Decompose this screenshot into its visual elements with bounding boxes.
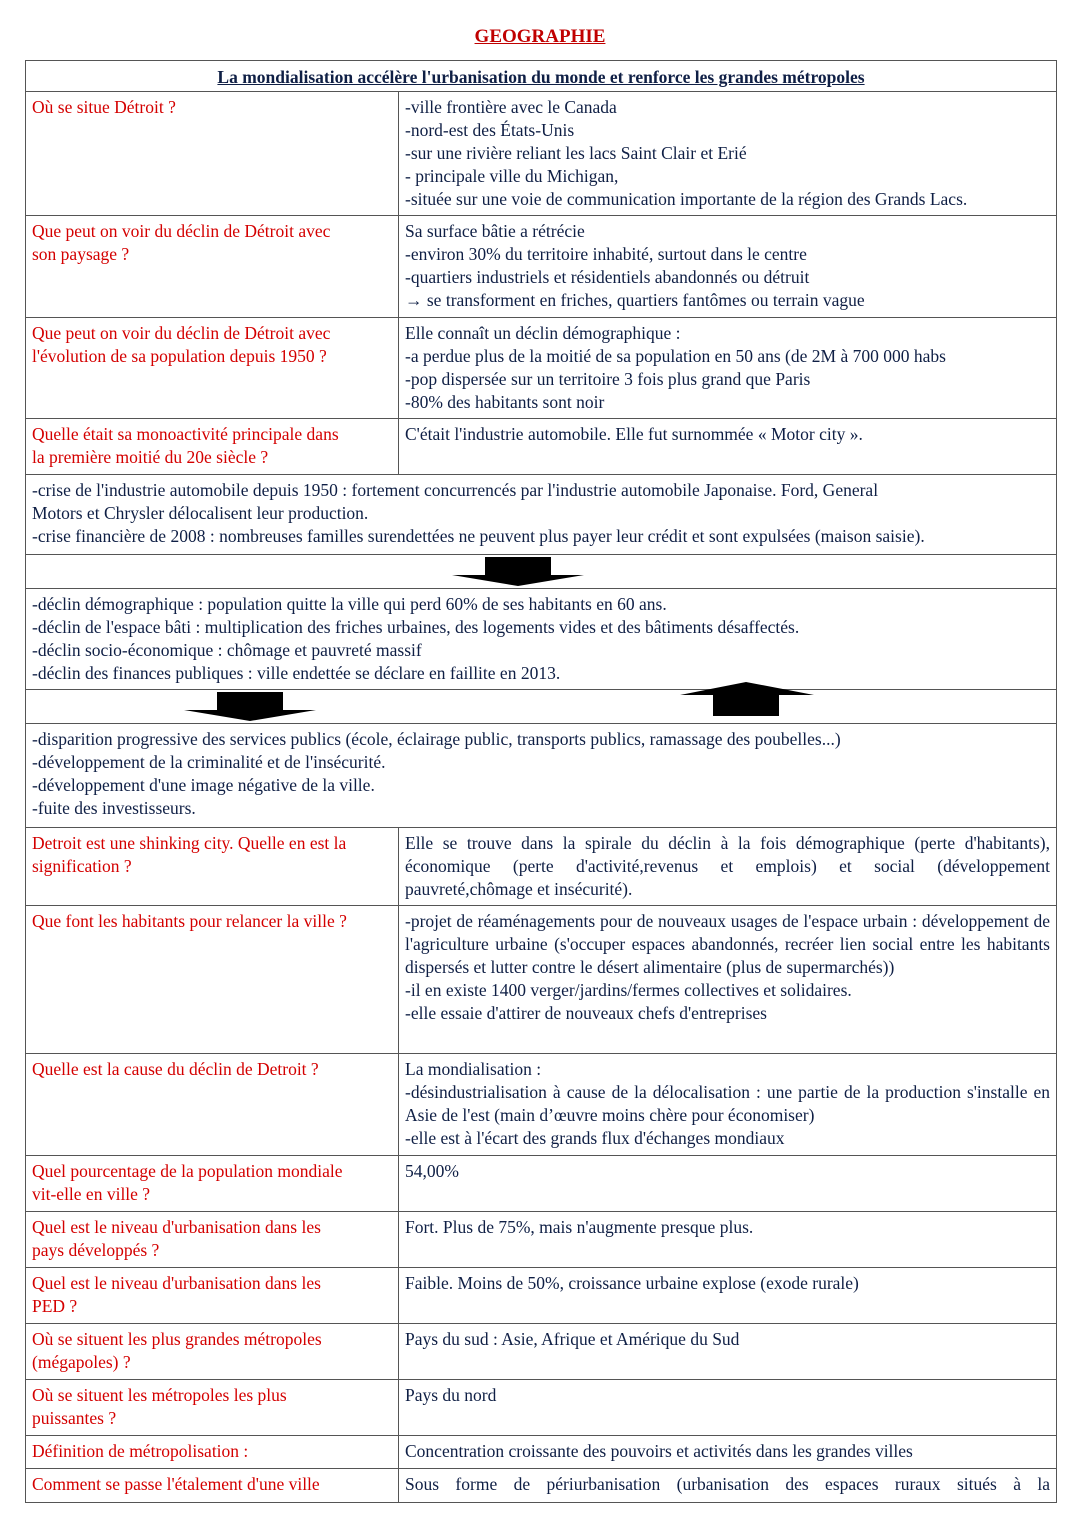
answer-text: -elle essaie d'attirer de nouveaux chefs d'entreprises — [405, 1003, 767, 1023]
question-cell — [26, 92, 399, 215]
qa-row-megacities — [26, 1324, 1056, 1380]
answer-text: -quartiers industriels et résidentiels abandonnés ou détruit — [405, 267, 810, 287]
answer-cell — [399, 1324, 1056, 1379]
question-text: Quelle était sa monoactivité principale dans — [32, 424, 339, 444]
answer-cell — [399, 1268, 1056, 1323]
question-text: (mégapoles) ? — [32, 1352, 131, 1372]
answer-text: -80% des habitants sont noir — [405, 392, 605, 412]
qa-row-shrinking-city — [26, 828, 1056, 906]
qa-row-definition — [26, 1436, 1056, 1469]
question-cell — [26, 318, 399, 418]
consequence-line: -fuite des investisseurs. — [32, 798, 196, 818]
question-cell — [26, 1380, 399, 1435]
answer-cell — [399, 828, 1056, 905]
answer-cell — [399, 1054, 1056, 1155]
answer-cell — [399, 1380, 1056, 1435]
qa-row-sprawl — [26, 1469, 1056, 1503]
question-cell — [26, 1436, 399, 1468]
arrow-down-icon — [450, 557, 586, 587]
answer-text: Faible. Moins de 50%, croissance urbaine explose (exode rurale) — [405, 1273, 859, 1293]
question-text: Quel pourcentage de la population mondiale — [32, 1161, 343, 1181]
qa-row-landscape — [26, 216, 1056, 318]
answer-cell — [399, 1436, 1056, 1468]
answer-cell — [399, 906, 1056, 1053]
question-cell — [26, 906, 399, 1053]
question-cell — [26, 1156, 399, 1211]
question-text: Detroit est une shinking city. Quelle en est la — [32, 833, 347, 853]
question-cell — [26, 1054, 399, 1155]
answer-text: -projet de réaménagements pour de nouveaux usages de l'espace urbain : développement de l'agriculture urbaine (s'occuper espaces abandonnés, recréer lien social entre les habitants dispersés et lutter contre le désert alimentaire (plus de supermarchés)) — [405, 911, 1050, 977]
crisis-line: Motors et Chrysler délocalisent leur production. — [32, 503, 369, 523]
qa-row-world-urban — [26, 1156, 1056, 1212]
question-text: la première moitié du 20e siècle ? — [32, 447, 269, 467]
decline-line: -déclin démographique : population quitte la ville qui perd 60% de ses habitants en 60 ans. — [32, 594, 667, 614]
decline-line: -déclin socio-économique : chômage et pauvreté massif — [32, 640, 422, 660]
arrow-row-1 — [26, 555, 1056, 589]
question-text: Définition de métropolisation : — [32, 1441, 249, 1461]
answer-text: 54,00% — [405, 1161, 459, 1181]
answer-cell — [399, 318, 1056, 418]
answer-text: Pays du nord — [405, 1385, 497, 1405]
question-text: Quel est le niveau d'urbanisation dans les — [32, 1217, 321, 1237]
question-text: puissantes ? — [32, 1408, 117, 1428]
qa-row-population — [26, 318, 1056, 419]
question-text: Où se situent les plus grandes métropoles — [32, 1329, 322, 1349]
answer-cell — [399, 92, 1056, 215]
consequence-line: -disparition progressive des services publics (école, éclairage public, transports publics, ramassage des poubelles...) — [32, 729, 841, 749]
qa-row-powerful — [26, 1380, 1056, 1436]
decline-line: -déclin de l'espace bâti : multiplication des friches urbaines, des logements vides et des bâtiments désaffectés. — [32, 617, 800, 637]
answer-text: -elle est à l'écart des grands flux d'échanges mondiaux — [405, 1128, 785, 1148]
qa-row-location — [26, 92, 1056, 216]
qa-row-revival — [26, 906, 1056, 1054]
answer-text: Elle connaît un déclin démographique : — [405, 323, 681, 343]
question-cell — [26, 1324, 399, 1379]
answer-cell — [399, 1212, 1056, 1267]
answer-text: → se transforment en friches, quartiers fantômes ou terrain vague — [405, 290, 865, 310]
answer-text: -désindustrialisation à cause de la délocalisation : une partie de la production s'installe en Asie de l'est (main d’œuvre moins chère pour économiser) — [405, 1082, 1050, 1125]
crisis-text — [26, 475, 1056, 552]
answer-text: -pop dispersée sur un territoire 3 fois plus grand que Paris — [405, 369, 811, 389]
qa-row-cause — [26, 1054, 1056, 1156]
question-cell — [26, 216, 399, 317]
answer-text: Pays du sud : Asie, Afrique et Amérique du Sud — [405, 1329, 740, 1349]
answer-text: -ville frontière avec le Canada — [405, 97, 617, 117]
consequences-row — [26, 724, 1056, 828]
question-text: l'évolution de sa population depuis 1950 ? — [32, 346, 327, 366]
crisis-line: -crise financière de 2008 : nombreuses familles surendettées ne peuvent plus payer leur crédit et sont expulsées (maison saisie). — [32, 526, 925, 546]
qa-row-monoactivity — [26, 419, 1056, 475]
question-text: PED ? — [32, 1296, 78, 1316]
question-text: Que font les habitants pour relancer la ville ? — [32, 911, 347, 931]
consequences-text — [26, 724, 1056, 824]
answer-text: -il en existe 1400 verger/jardins/fermes collectives et solidaires. — [405, 980, 852, 1000]
decline-row — [26, 589, 1056, 690]
decline-text — [26, 589, 1056, 689]
answer-cell — [399, 419, 1056, 474]
arrow-down-icon — [182, 692, 318, 722]
arrow-row-2 — [26, 690, 1056, 724]
answer-text: -située sur une voie de communication importante de la région des Grands Lacs. — [405, 189, 968, 209]
question-text: Où se situe Détroit ? — [32, 97, 176, 117]
question-text: Quel est le niveau d'urbanisation dans les — [32, 1273, 321, 1293]
answer-text: Sa surface bâtie a rétrécie — [405, 221, 585, 241]
crisis-row — [26, 475, 1056, 555]
answer-text: La mondialisation : — [405, 1059, 542, 1079]
answer-text: -a perdue plus de la moitié de sa population en 50 ans (de 2M à 700 000 habs — [405, 346, 946, 366]
question-text: vit-elle en ville ? — [32, 1184, 151, 1204]
answer-text: Fort. Plus de 75%, mais n'augmente presque plus. — [405, 1217, 754, 1237]
question-text: Où se situent les métropoles les plus — [32, 1385, 287, 1405]
question-cell — [26, 419, 399, 474]
answer-text: -environ 30% du territoire inhabité, surtout dans le centre — [405, 244, 807, 264]
qa-row-developed — [26, 1212, 1056, 1268]
arrow-up-icon — [678, 682, 818, 718]
question-text: Que peut on voir du déclin de Détroit avec — [32, 323, 331, 343]
answer-text: Elle se trouve dans la spirale du déclin à la fois démographique (perte d'habitants), économique (perte d'activité,revenus et emplois) et social (développement pauvreté,chômage et insécurité). — [405, 833, 1050, 899]
answer-cell — [399, 1469, 1056, 1502]
question-cell — [26, 1469, 399, 1502]
answer-text: C'était l'industrie automobile. Elle fut surnommée « Motor city ». — [405, 424, 863, 444]
answer-text: - principale ville du Michigan, — [405, 166, 619, 186]
qa-row-ped — [26, 1268, 1056, 1324]
consequence-line: -développement de la criminalité et de l'insécurité. — [32, 752, 386, 772]
summary-table — [25, 60, 1057, 1503]
question-text: Comment se passe l'étalement d'une ville — [32, 1474, 320, 1494]
question-cell — [26, 828, 399, 905]
question-text: Que peut on voir du déclin de Détroit avec — [32, 221, 331, 241]
question-cell — [26, 1212, 399, 1267]
crisis-line: -crise de l'industrie automobile depuis 1950 : fortement concurrencés par l'industrie automobile Japonaise. Ford, General — [32, 480, 879, 500]
question-text: son paysage ? — [32, 244, 130, 264]
question-text: signification ? — [32, 856, 132, 876]
table-subtitle-row — [26, 61, 1056, 92]
consequence-line: -développement d'une image négative de la ville. — [32, 775, 375, 795]
table-subtitle: La mondialisation accélère l'urbanisation du monde et renforce les grandes métropoles — [217, 67, 865, 87]
answer-text: -sur une rivière reliant les lacs Saint Clair et Erié — [405, 143, 747, 163]
question-text: Quelle est la cause du déclin de Detroit ? — [32, 1059, 319, 1079]
question-text: pays développés ? — [32, 1240, 160, 1260]
answer-text: Sous forme de périurbanisation (urbanisation des espaces ruraux situés à la — [405, 1474, 1050, 1494]
answer-text: Concentration croissante des pouvoirs et activités dans les grandes villes — [405, 1441, 913, 1461]
answer-cell — [399, 1156, 1056, 1211]
answer-cell — [399, 216, 1056, 317]
page-title: GEOGRAPHIE — [474, 26, 606, 47]
decline-line: -déclin des finances publiques : ville endettée se déclare en faillite en 2013. — [32, 663, 561, 683]
question-cell — [26, 1268, 399, 1323]
answer-text: -nord-est des États-Unis — [405, 120, 575, 140]
